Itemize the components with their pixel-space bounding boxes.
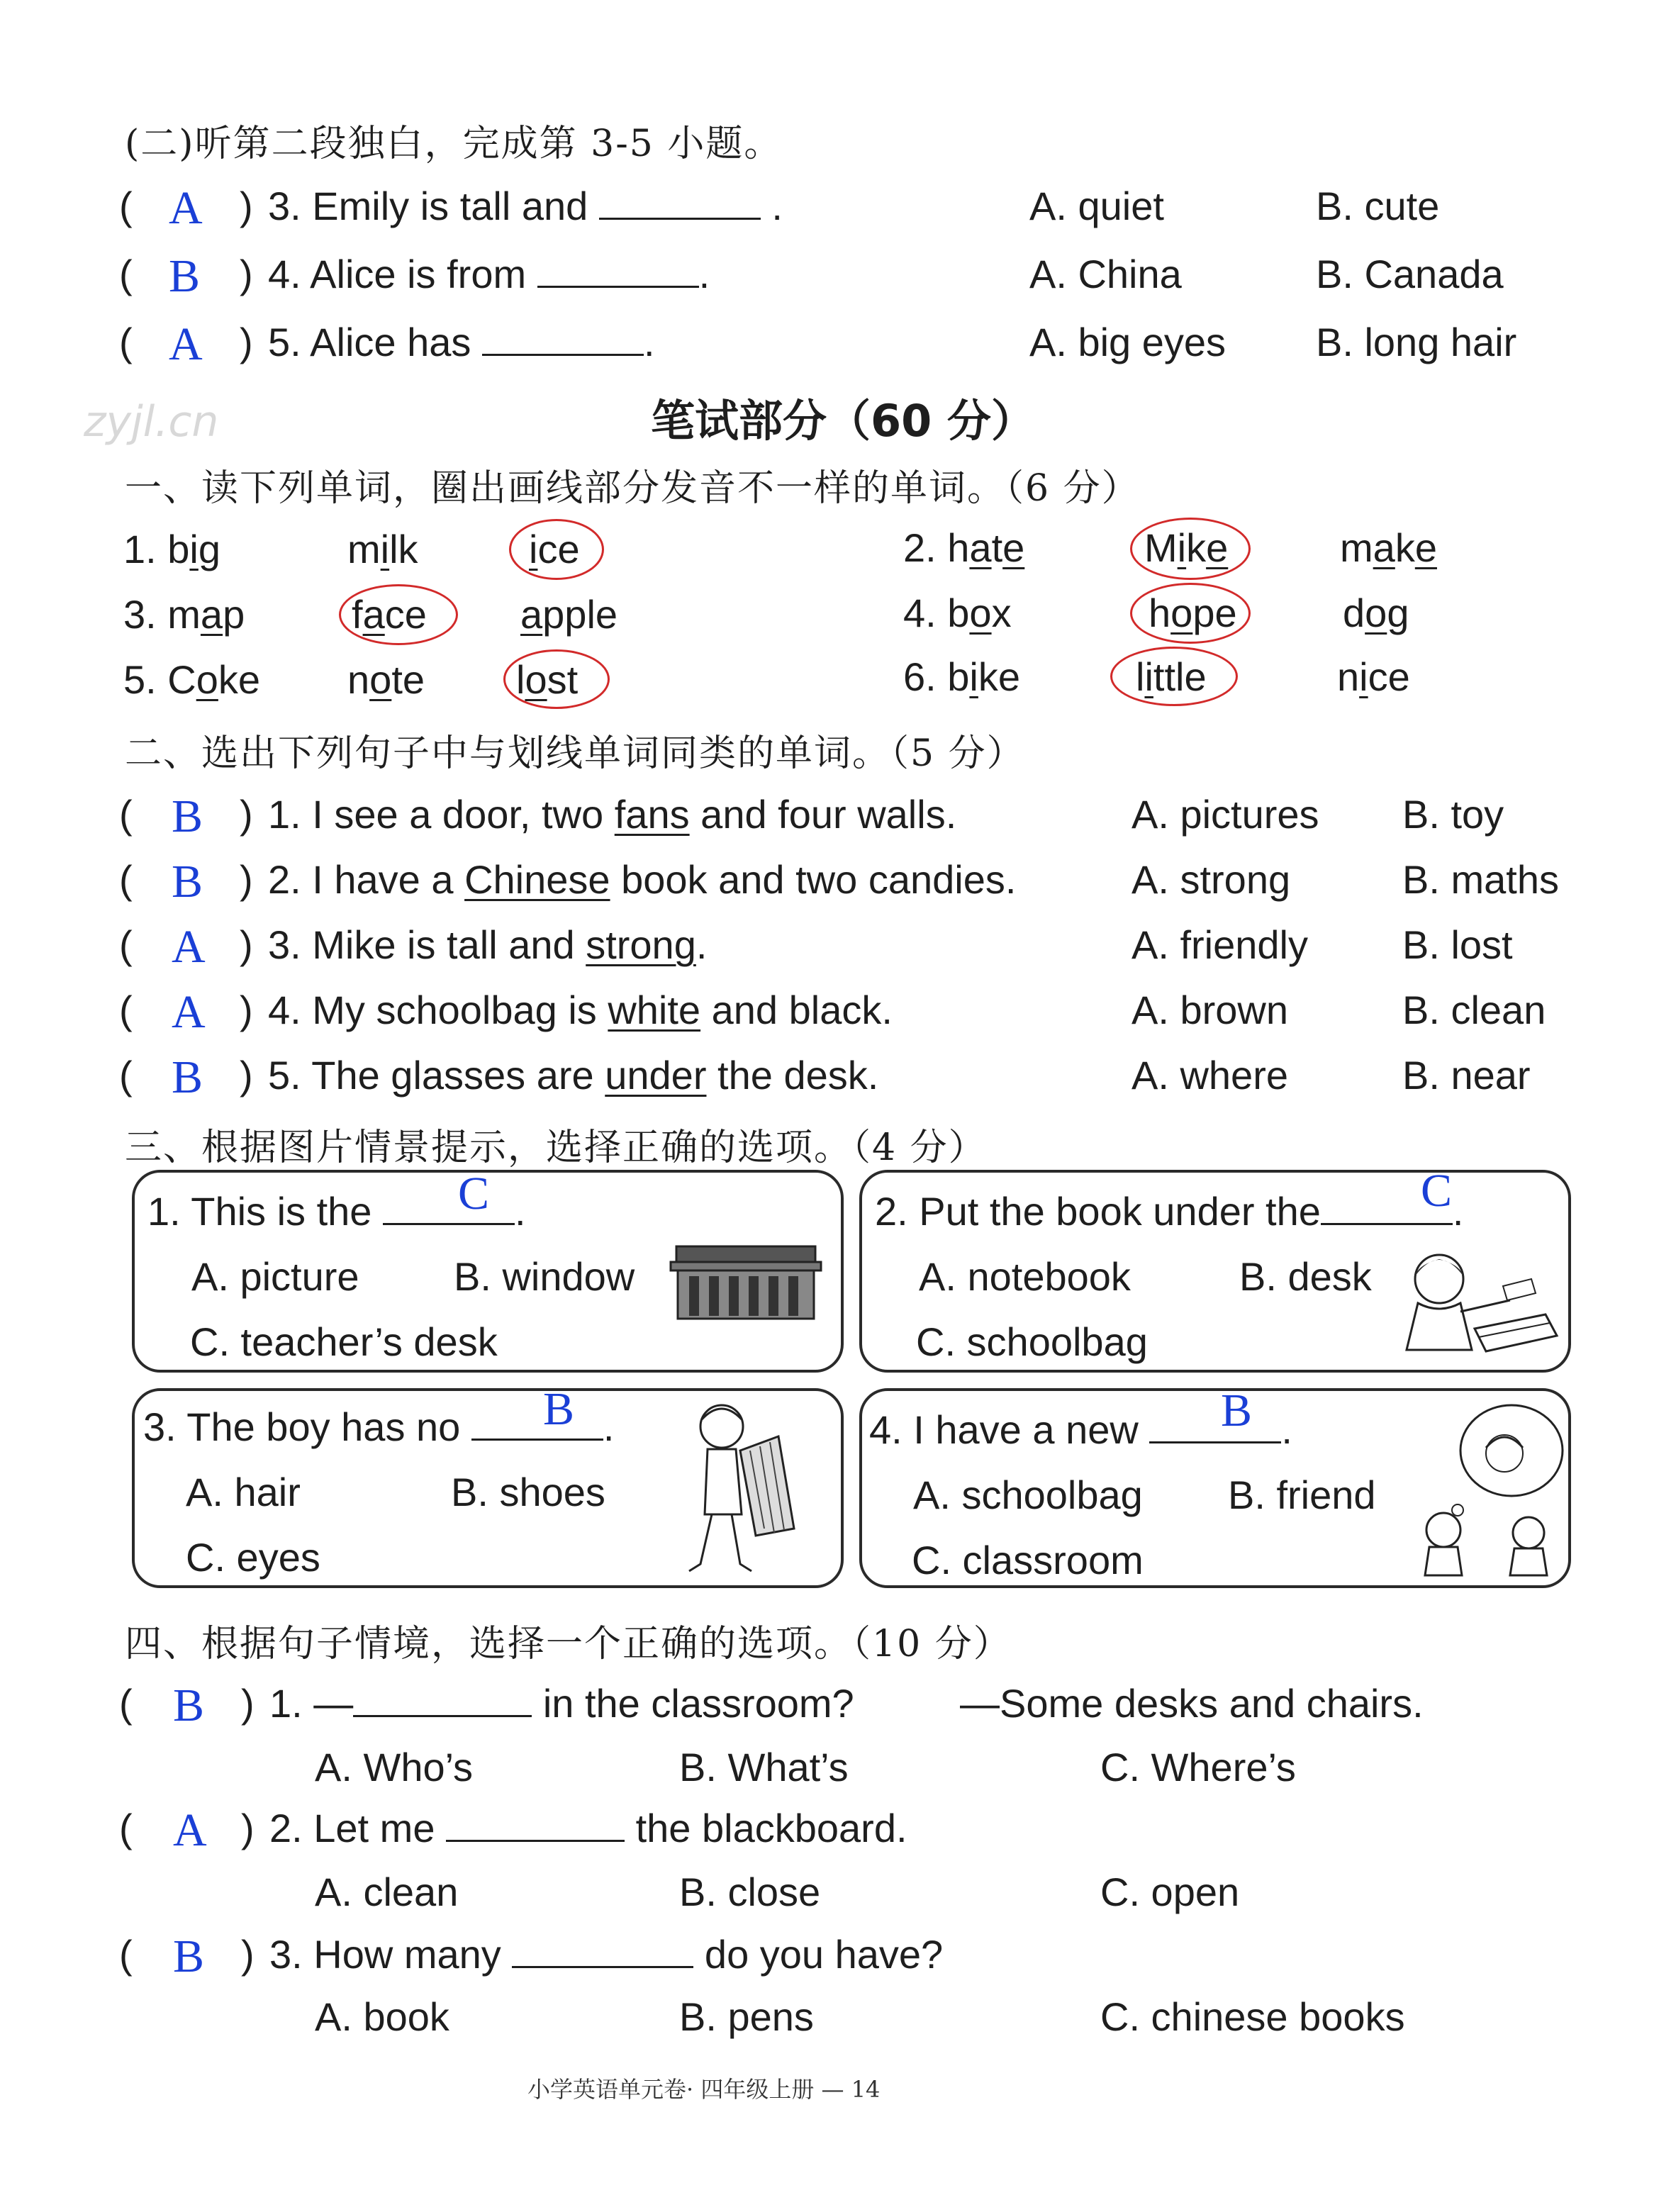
answer-mark: A <box>169 318 203 370</box>
question-text: 3. How many do you have? <box>269 1932 944 1977</box>
answer-paren: ( <box>119 320 133 364</box>
word: 5. Coke <box>123 657 261 702</box>
answer-mark: B <box>543 1383 575 1435</box>
answer-mark: B <box>173 1931 205 1982</box>
answer-mark: C <box>1421 1165 1453 1217</box>
answer-paren: ) <box>240 857 253 902</box>
answer-paren: ) <box>240 792 253 837</box>
question-text: 5. The glasses are under the desk. <box>268 1053 879 1097</box>
section-2-heading: 二、选出下列句子中与划线单词同类的单词。（5 分） <box>125 732 1025 775</box>
answer-mark: B <box>172 1051 203 1103</box>
answer-paren: ( <box>119 1681 133 1726</box>
question-text: 1. — in the classroom? <box>269 1681 854 1726</box>
option-b: B. desk <box>1239 1254 1372 1299</box>
question-text: 4. I have a new . <box>869 1407 1292 1452</box>
answer-paren: ) <box>240 922 253 967</box>
answer-paren: ( <box>119 922 133 967</box>
answer-circle <box>1130 583 1251 644</box>
option-b: B. window <box>454 1254 635 1299</box>
section-3-heading: 三、根据图片情景提示，选择正确的选项。（4 分） <box>125 1127 987 1169</box>
option-b: B. shoes <box>451 1470 605 1514</box>
option-c: C. eyes <box>186 1535 320 1580</box>
option-c: C. Where’s <box>1100 1745 1296 1789</box>
watermark: zyjl.cn <box>84 397 219 447</box>
option-c: C. chinese books <box>1100 1994 1405 2039</box>
option-b: B. close <box>679 1870 821 1914</box>
option-a: A. strong <box>1131 857 1291 902</box>
question-text: 2. Put the book under the . <box>875 1189 1464 1234</box>
word-circled: little <box>1136 654 1207 699</box>
option-a: A. picture <box>191 1254 359 1299</box>
answer-circle <box>1130 518 1251 580</box>
answer-mark: B <box>1221 1385 1253 1436</box>
option-a: A. notebook <box>919 1254 1131 1299</box>
answer-mark: A <box>173 1804 207 1856</box>
option-b: B. cute <box>1316 184 1440 228</box>
option-a: A. hair <box>186 1470 301 1514</box>
question-text: 4. My schoolbag is white and black. <box>268 988 893 1032</box>
answer-paren: ( <box>119 792 133 837</box>
option-b: B. Canada <box>1316 252 1504 296</box>
answer-mark: B <box>173 1680 205 1731</box>
question-text: 3. The boy has no . <box>143 1404 615 1449</box>
new-friend-illustration <box>1415 1398 1567 1584</box>
option-a: A. friendly <box>1131 922 1308 967</box>
written-part-title: 笔试部分（60 分） <box>651 395 1035 447</box>
word: apple <box>520 592 618 637</box>
answer-circle <box>1110 647 1238 706</box>
section-1-heading: 一、读下列单词，圈出画线部分发音不一样的单词。（6 分） <box>125 467 1140 510</box>
option-b: B. maths <box>1402 857 1559 902</box>
word: 6. bike <box>903 654 1021 699</box>
question-text: 4. Alice is from . <box>268 252 710 296</box>
answer-paren: ( <box>119 1806 133 1850</box>
question-text: 3. Mike is tall and strong. <box>268 922 708 967</box>
answer-circle <box>509 519 604 580</box>
option-b: B. long hair <box>1316 320 1517 364</box>
answer-paren: ( <box>119 184 133 228</box>
answer-mark: B <box>172 791 203 842</box>
answer-paren: ) <box>240 320 253 364</box>
girl-with-books-illustration <box>1390 1244 1567 1368</box>
option-a: A. Who’s <box>315 1745 474 1789</box>
option-b: B. lost <box>1402 922 1513 967</box>
option-c: C. open <box>1100 1870 1240 1914</box>
word: 3. map <box>123 592 245 637</box>
answer-circle <box>503 649 610 709</box>
option-c: C. classroom <box>912 1538 1144 1582</box>
option-a: A. clean <box>315 1870 459 1914</box>
question-text: 3. Emily is tall and . <box>268 184 783 228</box>
option-c: C. schoolbag <box>916 1319 1148 1364</box>
question-text: 5. Alice has . <box>268 320 655 364</box>
option-b: B. What’s <box>679 1745 849 1789</box>
word-circled: hope <box>1149 591 1237 635</box>
answer-paren: ( <box>119 1932 133 1977</box>
answer-mark: B <box>169 250 201 302</box>
answer-paren: ) <box>240 252 253 296</box>
option-a: A. China <box>1029 252 1182 296</box>
question-text: 2. Let me the blackboard. <box>269 1806 907 1850</box>
option-b: B. toy <box>1402 792 1504 837</box>
answer-paren: ) <box>241 1681 255 1726</box>
answer-paren: ( <box>119 252 133 296</box>
answer-paren: ) <box>241 1806 255 1850</box>
word-circled: Mike <box>1144 525 1229 570</box>
word: nice <box>1337 654 1410 699</box>
option-a: A. pictures <box>1131 792 1319 837</box>
word: make <box>1340 525 1437 570</box>
option-b: B. clean <box>1402 988 1546 1032</box>
word-circled: lost <box>516 657 579 702</box>
answer-paren: ) <box>240 184 253 228</box>
answer-mark: B <box>172 856 203 907</box>
option-a: A. schoolbag <box>913 1473 1143 1517</box>
word: 2. hate <box>903 525 1025 570</box>
answer-paren: ) <box>240 988 253 1032</box>
word: 4. box <box>903 591 1012 635</box>
option-c: C. teacher’s desk <box>190 1319 498 1364</box>
option-a: A. brown <box>1131 988 1288 1032</box>
word: dog <box>1343 591 1409 635</box>
answer-circle <box>339 584 458 645</box>
answer-paren: ) <box>241 1932 255 1977</box>
question-text: 1. I see a door, two fans and four walls. <box>268 792 957 837</box>
word: milk <box>347 527 418 571</box>
listening-heading: (二)听第二段独白，完成第 3-5 小题。 <box>125 123 783 165</box>
option-a: A. where <box>1131 1053 1288 1097</box>
reply-text: —Some desks and chairs. <box>960 1681 1424 1726</box>
option-b: B. pens <box>679 1994 814 2039</box>
page-footer: 小学英语单元卷· 四年级上册 — 14 <box>527 2076 881 2103</box>
option-a: A. quiet <box>1029 184 1164 228</box>
word: note <box>347 657 425 702</box>
option-b: B. near <box>1402 1053 1531 1097</box>
section-4-heading: 四、根据句子情境，选择一个正确的选项。（10 分） <box>125 1623 1012 1665</box>
answer-paren: ( <box>119 1053 133 1097</box>
teachers-desk-illustration <box>669 1234 822 1323</box>
question-text: 2. I have a Chinese book and two candies. <box>268 857 1017 902</box>
option-a: A. big eyes <box>1029 320 1226 364</box>
question-text: 1. This is the . <box>147 1189 526 1234</box>
option-b: B. friend <box>1228 1473 1376 1517</box>
answer-mark: A <box>172 921 206 973</box>
option-a: A. book <box>315 1994 449 2039</box>
answer-mark: C <box>458 1168 490 1219</box>
answer-paren: ) <box>240 1053 253 1097</box>
answer-paren: ( <box>119 988 133 1032</box>
answer-mark: A <box>172 986 206 1038</box>
word-circled: face <box>352 592 427 637</box>
barefoot-boy-illustration <box>672 1394 800 1582</box>
word-circled: ice <box>529 527 580 571</box>
answer-paren: ( <box>119 857 133 902</box>
word: 1. big <box>123 527 221 571</box>
answer-mark: A <box>169 182 203 234</box>
